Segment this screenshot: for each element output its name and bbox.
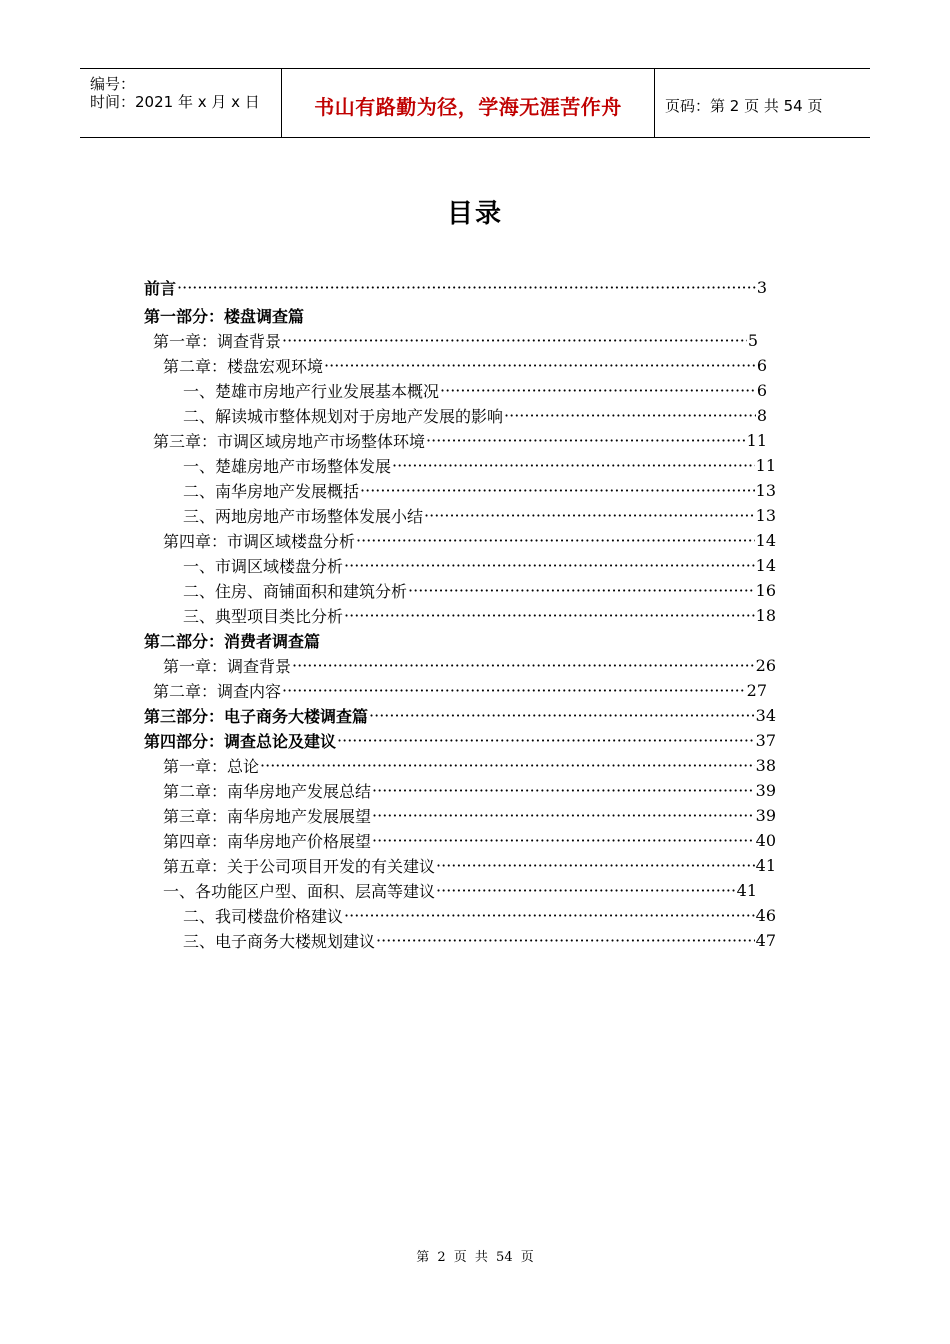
toc-entry-page: 13 xyxy=(755,506,776,525)
toc-entry[interactable] xyxy=(163,828,776,853)
toc-entry[interactable] xyxy=(144,728,776,753)
toc-entry-page: 6 xyxy=(756,381,767,400)
toc-entry[interactable] xyxy=(183,603,776,628)
toc-entry-page: 13 xyxy=(755,481,776,500)
toc-leader-dots xyxy=(337,731,755,750)
toc-leader-dots xyxy=(356,531,755,550)
toc-entry-page: 14 xyxy=(755,556,776,575)
toc-entry-label: 一、楚雄房地产市场整体发展 xyxy=(183,457,392,476)
toc-entry[interactable] xyxy=(163,803,776,828)
toc-entry-page: 41 xyxy=(736,881,757,900)
toc-entry-label: 一、各功能区户型、面积、层高等建议 xyxy=(163,882,436,901)
toc-entry-label: 第四章：南华房地产价格展望 xyxy=(163,832,372,851)
header-motto: 书山有路勤为径，学海无涯苦作舟 xyxy=(314,95,622,119)
toc-leader-dots xyxy=(372,806,755,825)
toc-leader-dots xyxy=(282,331,747,350)
toc-leader-dots xyxy=(408,581,755,600)
toc-entry-page: 41 xyxy=(755,856,776,875)
toc-entry[interactable] xyxy=(153,428,767,453)
toc-entry[interactable] xyxy=(153,328,758,353)
toc-leader-dots xyxy=(344,906,755,925)
toc-entry-label: 第三章：南华房地产发展展望 xyxy=(163,807,372,826)
toc-entry-label: 三、典型项目类比分析 xyxy=(183,607,344,626)
toc-entry-label: 一、楚雄市房地产行业发展基本概况 xyxy=(183,382,440,401)
toc-leader-dots xyxy=(360,481,755,500)
toc-entry-label: 第四部分：调查总论及建议 xyxy=(144,732,337,751)
toc-entry-label: 一、市调区域楼盘分析 xyxy=(183,557,344,576)
toc-entry-page: 11 xyxy=(755,456,776,475)
header-motto-cell xyxy=(282,69,655,137)
toc-entry-page: 8 xyxy=(756,406,767,425)
toc-entry-label: 二、我司楼盘价格建议 xyxy=(183,907,344,926)
toc-entry[interactable] xyxy=(144,703,776,728)
toc-entry-page: 34 xyxy=(755,706,776,725)
toc-entry-page: 39 xyxy=(755,781,776,800)
toc-entry-label: 前言 xyxy=(144,279,177,298)
toc-entry-page: 26 xyxy=(755,656,776,675)
toc-entry[interactable] xyxy=(163,778,776,803)
toc-entry-label: 第一章：调查背景 xyxy=(153,332,282,351)
toc-leader-dots xyxy=(344,556,755,575)
toc-entry-page: 47 xyxy=(755,931,776,950)
toc-leader-dots xyxy=(372,831,755,850)
toc-leader-dots xyxy=(436,881,736,900)
toc-entry-page: 39 xyxy=(755,806,776,825)
header-meta-cell xyxy=(80,69,282,137)
toc-entry[interactable] xyxy=(183,928,776,953)
toc-entry-label: 第一部分：楼盘调查篇 xyxy=(144,307,305,326)
toc-entry-label: 三、两地房地产市场整体发展小结 xyxy=(183,507,424,526)
toc-entry-label: 第一章：调查背景 xyxy=(163,657,292,676)
toc-entry[interactable] xyxy=(183,503,776,528)
toc-entry-page: 14 xyxy=(755,531,776,550)
toc-part-heading[interactable] xyxy=(144,303,767,328)
toc-entry-label: 二、住房、商铺面积和建筑分析 xyxy=(183,582,408,601)
header-page-label: 页码：第 2 页 共 54 页 xyxy=(665,97,823,115)
toc-entry[interactable] xyxy=(163,653,776,678)
toc-entry-label: 第二章：楼盘宏观环境 xyxy=(163,357,324,376)
toc-entry-page: 37 xyxy=(755,731,776,750)
toc-entry-page: 3 xyxy=(756,278,767,297)
toc-leader-dots xyxy=(177,278,756,297)
toc-entry-page: 16 xyxy=(755,581,776,600)
toc-leader-dots xyxy=(324,356,756,375)
toc-leader-dots xyxy=(376,931,755,950)
toc-entry[interactable] xyxy=(183,403,767,428)
toc-leader-dots xyxy=(344,606,755,625)
toc-entry[interactable] xyxy=(163,878,757,903)
toc-entry-label: 第四章：市调区域楼盘分析 xyxy=(163,532,356,551)
toc-entry[interactable] xyxy=(163,528,776,553)
toc-entry[interactable] xyxy=(153,678,767,703)
toc-entry-page: 6 xyxy=(756,356,767,375)
document-date-label: 时间：2021 年 x 月 x 日 xyxy=(90,93,260,111)
toc-entry-label: 第五章：关于公司项目开发的有关建议 xyxy=(163,857,436,876)
toc-entry-label: 第三部分：电子商务大楼调查篇 xyxy=(144,707,369,726)
toc-entry[interactable] xyxy=(183,553,776,578)
toc-entry[interactable] xyxy=(183,378,767,403)
toc-entry-label: 二、南华房地产发展概括 xyxy=(183,482,360,501)
toc-entry-page: 40 xyxy=(755,831,776,850)
toc-leader-dots xyxy=(292,656,755,675)
toc-entry-label: 二、解读城市整体规划对于房地产发展的影响 xyxy=(183,407,504,426)
toc-part-heading[interactable] xyxy=(144,628,767,653)
toc-entry-label: 第三章：市调区域房地产市场整体环境 xyxy=(153,432,426,451)
toc-entry-label: 三、电子商务大楼规划建议 xyxy=(183,932,376,951)
toc-entry[interactable] xyxy=(183,578,776,603)
toc-entry-label: 第一章：总论 xyxy=(163,757,260,776)
toc-leader-dots xyxy=(260,756,755,775)
page-title: 目录 xyxy=(446,199,503,229)
toc-entry[interactable] xyxy=(163,853,776,878)
toc-entry-page: 46 xyxy=(755,906,776,925)
toc-entry[interactable] xyxy=(144,275,767,300)
page-header xyxy=(80,68,870,138)
toc-leader-dots xyxy=(426,431,746,450)
toc-leader-dots xyxy=(282,681,746,700)
toc-entry-page: 27 xyxy=(746,681,767,700)
toc-entry-label: 第二章：南华房地产发展总结 xyxy=(163,782,372,801)
header-page-cell xyxy=(655,69,870,137)
toc-entry[interactable] xyxy=(183,453,776,478)
toc-entry-label: 第二部分：消费者调查篇 xyxy=(144,632,321,651)
page-footer: 第 2 页 共 54 页 xyxy=(416,1250,534,1265)
toc-leader-dots xyxy=(372,781,755,800)
toc-entry[interactable] xyxy=(163,353,767,378)
toc-entry-page: 38 xyxy=(755,756,776,775)
toc-entry-page: 5 xyxy=(747,331,758,350)
toc-entry-page: 18 xyxy=(755,606,776,625)
toc-leader-dots xyxy=(440,381,756,400)
toc-entry[interactable] xyxy=(183,903,776,928)
toc-entry[interactable] xyxy=(163,753,776,778)
toc-entry[interactable] xyxy=(183,478,776,503)
toc-entry-page: 11 xyxy=(746,431,767,450)
toc-leader-dots xyxy=(369,706,755,725)
toc-leader-dots xyxy=(504,406,756,425)
toc-leader-dots xyxy=(424,506,755,525)
toc-leader-dots xyxy=(392,456,755,475)
toc-entry-label: 第二章：调查内容 xyxy=(153,682,282,701)
document-number-label: 编号： xyxy=(90,75,136,93)
toc-leader-dots xyxy=(436,856,755,875)
